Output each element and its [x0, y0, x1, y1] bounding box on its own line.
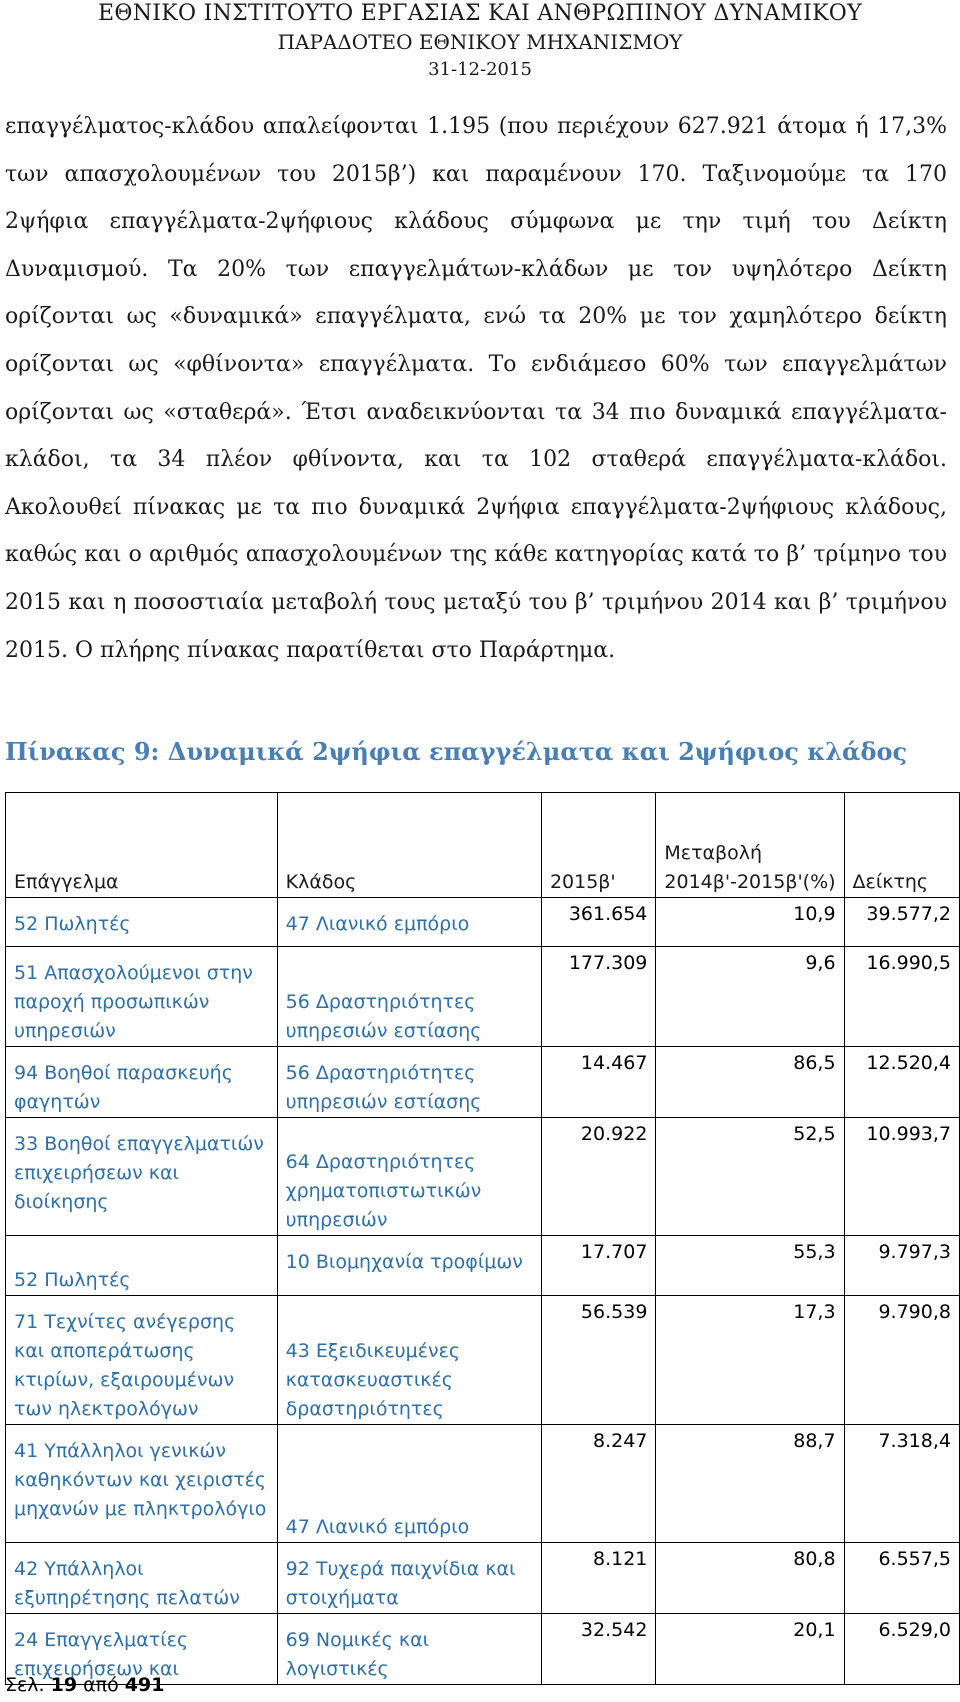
cell-index: 6.557,5: [844, 1543, 959, 1614]
cell-sector: 10 Βιομηχανία τροφίμων: [277, 1236, 541, 1296]
cell-occupation: 71 Τεχνίτες ανέγερσης και αποπεράτωσης κτιρίων, εξαιρουμένων των ηλεκτρολόγων: [6, 1296, 278, 1425]
cell-occupation: 24 Επαγγελματίες επιχειρήσεων και: [6, 1614, 278, 1685]
cell-change: 17,3: [656, 1296, 844, 1425]
cell-employed: 56.539: [541, 1296, 655, 1425]
cell-change: 86,5: [656, 1047, 844, 1118]
cell-employed: 361.654: [541, 898, 655, 947]
cell-employed: 8.247: [541, 1425, 655, 1543]
header-occupation: Επάγγελμα: [6, 793, 278, 898]
cell-index: 9.790,8: [844, 1296, 959, 1425]
cell-employed: 8.121: [541, 1543, 655, 1614]
table-caption: Πίνακας 9: Δυναμικά 2ψήφια επαγγέλματα και 2ψήφιος κλάδος: [5, 737, 908, 766]
cell-index: 7.318,4: [844, 1425, 959, 1543]
table-header-row: [6, 793, 960, 898]
table-row: [6, 1296, 960, 1425]
table-row: [6, 1118, 960, 1236]
cell-employed: 177.309: [541, 947, 655, 1047]
cell-employed: 20.922: [541, 1118, 655, 1236]
header-deliverable: ΠΑΡΑΔΟΤΕΟ ΕΘΝΙΚΟΥ ΜΗΧΑΝΙΣΜΟΥ: [277, 30, 683, 54]
cell-employed: 14.467: [541, 1047, 655, 1118]
header-organization: ΕΘΝΙΚΟ ΙΝΣΤΙΤΟΥΤΟ ΕΡΓΑΣΙΑΣ ΚΑΙ ΑΝΘΡΩΠΙΝΟΥ ΔΥΝΑΜΙΚΟΥ: [98, 1, 862, 26]
cell-sector: 69 Νομικές και λογιστικές: [277, 1614, 541, 1685]
header-index: Δείκτης: [844, 793, 959, 898]
cell-occupation: 94 Βοηθοί παρασκευής φαγητών: [6, 1047, 278, 1118]
cell-occupation: 52 Πωλητές: [6, 898, 278, 947]
cell-index: 39.577,2: [844, 898, 959, 947]
cell-change: 80,8: [656, 1543, 844, 1614]
cell-sector: 56 Δραστηριότητες υπηρεσιών εστίασης: [277, 1047, 541, 1118]
table-row: [6, 1236, 960, 1296]
page-footer: [5, 1674, 164, 1696]
page-of: από: [83, 1674, 119, 1696]
header-change: Μεταβολή 2014β'-2015β'(%): [656, 793, 844, 898]
cell-occupation: 41 Υπάλληλοι γενικών καθηκόντων και χειριστές μηχανών με πληκτρολόγιο: [6, 1425, 278, 1543]
table-row: [6, 1047, 960, 1118]
header-employed: 2015β': [541, 793, 655, 898]
cell-change: 88,7: [656, 1425, 844, 1543]
cell-occupation: 33 Βοηθοί επαγγελματιών επιχειρήσεων και διοίκησης: [6, 1118, 278, 1236]
cell-index: 10.993,7: [844, 1118, 959, 1236]
cell-sector: 92 Τυχερά παιχνίδια και στοιχήματα: [277, 1543, 541, 1614]
table-row: [6, 947, 960, 1047]
cell-change: 52,5: [656, 1118, 844, 1236]
table-row: [6, 1543, 960, 1614]
page-header: [0, 0, 960, 84]
dynamic-occupations-table: [5, 792, 960, 1685]
header-sector: Κλάδος: [277, 793, 541, 898]
cell-sector: 47 Λιανικό εμπόριο: [277, 1425, 541, 1543]
cell-occupation: 42 Υπάλληλοι εξυπηρέτησης πελατών: [6, 1543, 278, 1614]
cell-sector: 47 Λιανικό εμπόριο: [277, 898, 541, 947]
cell-index: 6.529,0: [844, 1614, 959, 1685]
cell-change: 9,6: [656, 947, 844, 1047]
table-row: [6, 898, 960, 947]
cell-index: 16.990,5: [844, 947, 959, 1047]
cell-employed: 32.542: [541, 1614, 655, 1685]
cell-sector: 64 Δραστηριότητες χρηματοπιστωτικών υπηρεσιών: [277, 1118, 541, 1236]
body-paragraph: επαγγέλματος-κλάδου απαλείφονται 1.195 (που περιέχουν 627.921 άτομα ή 17,3% των απασχολουμένων του 2015β’) και παραμένουν 170. Ταξινομούμε τα 170 2ψήφια επαγγέλματα-2ψήφιους κλάδους σύμφωνα με την τιμή του Δείκτη Δυναμισμού. Τα 20% των επαγγελμάτων-κλάδων με τον υψηλότερο Δείκτη ορίζονται ως «δυναμικά» επαγγέλματα, ενώ τα 20% με τον χαμηλότερο δείκτη ορίζονται ως «φθίνοντα» επαγγέλματα. Το ενδιάμεσο 60% των επαγγελμάτων ορίζονται ως «σταθερά». Έτσι αναδεικνύονται τα 34 πιο δυναμικά επαγγέλματα-κλάδοι, τα 34 πλέον φθίνοντα, και τα 102 σταθερά επαγγέλματα-κλάδοι. Ακολουθεί πίνακας με τα πιο δυναμικά 2ψήφια επαγγέλματα-2ψήφιους κλάδους, καθώς και ο αριθμός απασχολουμένων της κάθε κατηγορίας κατά το β’ τρίμηνο του 2015 και η ποσοστιαία μεταβολή τους μεταξύ του β’ τριμήνου 2014 και β’ τριμήνου 2015. Ο πλήρης πίνακας παρατίθεται στο Παράρτημα.: [5, 114, 947, 663]
header-date: 31-12-2015: [428, 59, 532, 80]
cell-occupation: 52 Πωλητές: [6, 1236, 278, 1296]
cell-sector: 43 Εξειδικευμένες κατασκευαστικές δραστηριότητες: [277, 1296, 541, 1425]
page-total: 491: [124, 1674, 165, 1696]
cell-change: 20,1: [656, 1614, 844, 1685]
table-row: [6, 1425, 960, 1543]
page-number: 19: [50, 1674, 78, 1696]
cell-occupation: 51 Απασχολούμενοι στην παροχή προσωπικών υπηρεσιών: [6, 947, 278, 1047]
cell-employed: 17.707: [541, 1236, 655, 1296]
cell-index: 12.520,4: [844, 1047, 959, 1118]
cell-change: 55,3: [656, 1236, 844, 1296]
page-label: Σελ.: [5, 1674, 45, 1696]
cell-sector: 56 Δραστηριότητες υπηρεσιών εστίασης: [277, 947, 541, 1047]
cell-change: 10,9: [656, 898, 844, 947]
cell-index: 9.797,3: [844, 1236, 959, 1296]
